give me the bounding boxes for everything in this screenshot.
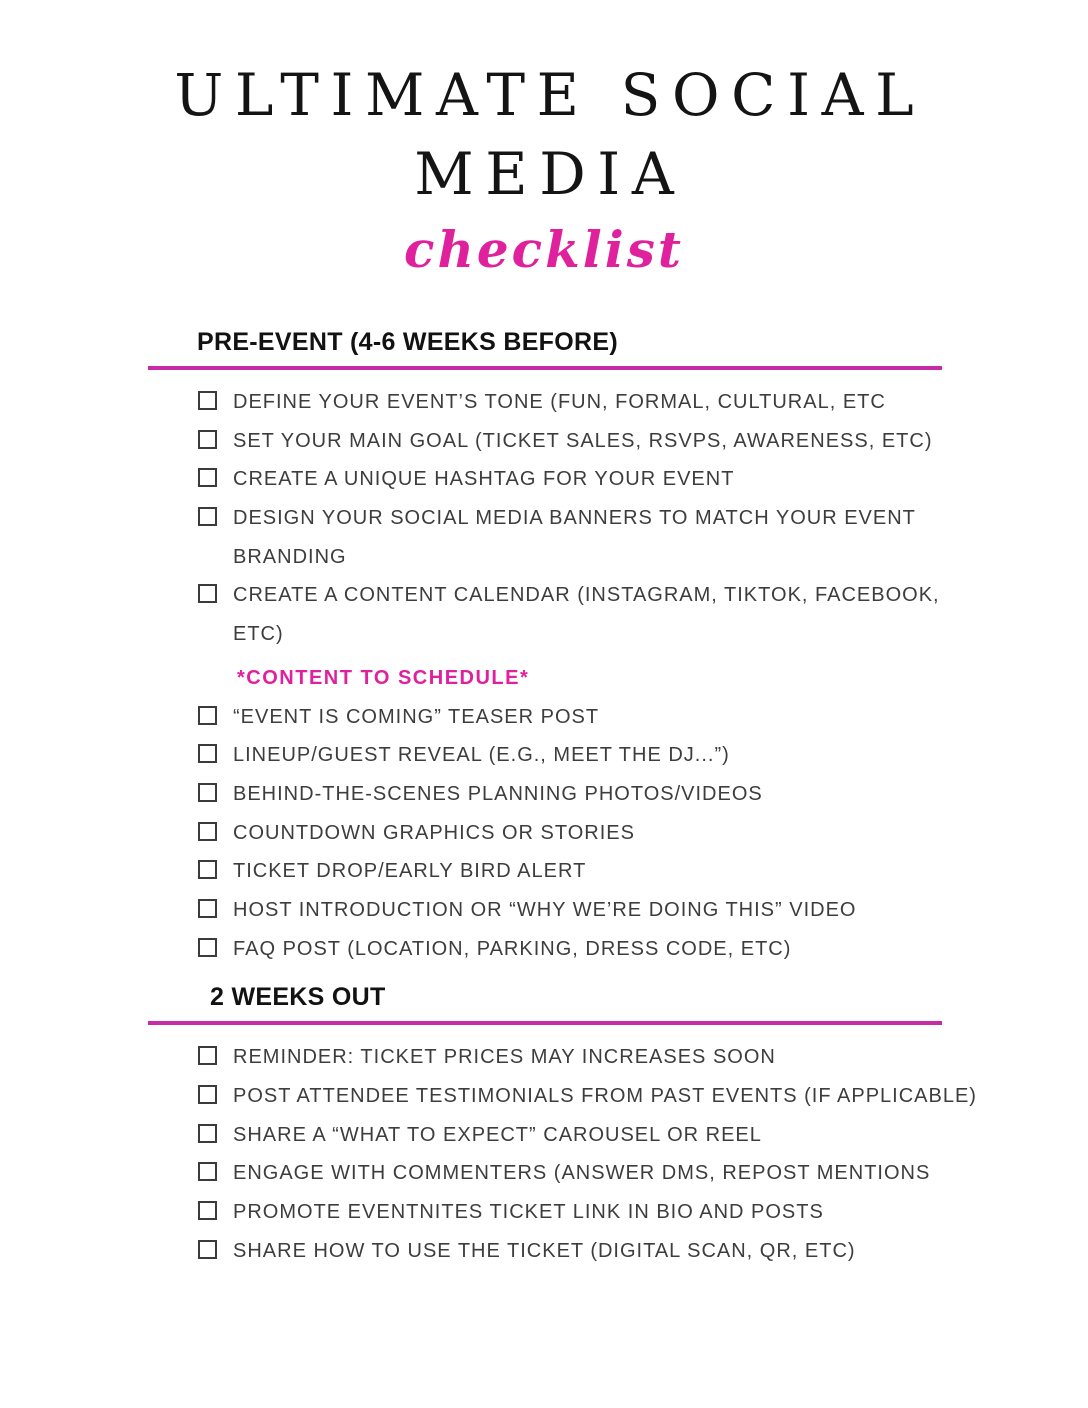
item-text-line: ETC) [233, 623, 284, 646]
page-title [0, 56, 1088, 214]
checklist-item [198, 576, 1088, 653]
checklist-item [198, 1193, 1088, 1232]
item-text-line: SHARE HOW TO USE THE TICKET (DIGITAL SCAN, QR, ETC) [233, 1239, 856, 1262]
checklist-item [198, 422, 1088, 461]
item-text-line: TICKET DROP/EARLY BIRD ALERT [233, 860, 587, 883]
item-text [233, 698, 1088, 737]
item-text [233, 460, 1088, 499]
item-text-line: SHARE A “WHAT TO EXPECT” CAROUSEL OR REEL [233, 1123, 762, 1146]
item-text-line: COUNTDOWN GRAPHICS OR STORIES [233, 821, 635, 844]
item-text [233, 499, 1088, 576]
item-text-line: HOST INTRODUCTION OR “WHY WE’RE DOING THIS” VIDEO [233, 898, 857, 921]
section-divider [148, 1021, 942, 1025]
item-text-line: CREATE A UNIQUE HASHTAG FOR YOUR EVENT [233, 468, 735, 491]
item-text [233, 1193, 1088, 1232]
item-text-line: FAQ POST (LOCATION, PARKING, DRESS CODE, ETC) [233, 937, 792, 960]
checkbox[interactable] [198, 1124, 217, 1143]
checkbox[interactable] [198, 938, 217, 957]
item-text-line: DEFINE YOUR EVENT’S TONE (FUN, FORMAL, CULTURAL, ETC [233, 391, 886, 413]
checklist-item [198, 1038, 1088, 1077]
checkbox[interactable] [198, 468, 217, 487]
checkbox[interactable] [198, 1240, 217, 1259]
page-subtitle: checklist [404, 220, 684, 279]
checkbox[interactable] [198, 1046, 217, 1065]
checklist-item [198, 499, 1088, 576]
checkbox[interactable] [198, 822, 217, 841]
checkbox[interactable] [198, 783, 217, 802]
sub-heading [198, 659, 1088, 698]
section-items [0, 1038, 1088, 1270]
item-text [233, 852, 1088, 891]
checkbox[interactable] [198, 1201, 217, 1220]
item-text [233, 1077, 1088, 1116]
item-text-line: BEHIND-THE-SCENES PLANNING PHOTOS/VIDEOS [233, 782, 763, 805]
item-text [233, 1038, 1088, 1077]
section-items [0, 383, 1088, 968]
item-text-line: LINEUP/GUEST REVEAL (E.G., MEET THE DJ...”) [233, 744, 730, 767]
checklist-item [198, 1077, 1088, 1116]
checkbox[interactable] [198, 1162, 217, 1181]
checklist-item [198, 1116, 1088, 1155]
title-line-2: MEDIA [414, 140, 686, 208]
section-heading: PRE-EVENT (4-6 WEEKS BEFORE) [197, 328, 618, 356]
item-text [233, 775, 1088, 814]
checkbox[interactable] [198, 899, 217, 918]
checklist-item [198, 930, 1088, 969]
item-text [233, 1232, 1088, 1271]
section-1 [0, 325, 1088, 968]
checklist-item [198, 891, 1088, 930]
section-2 [0, 980, 1088, 1270]
checklist-item [198, 383, 1088, 422]
checklist-item [198, 1154, 1088, 1193]
title-line-1: ULTIMATE SOCIAL [174, 61, 926, 129]
checklist-item [198, 852, 1088, 891]
item-text-line: POST ATTENDEE TESTIMONIALS FROM PAST EVENTS (IF APPLICABLE) [233, 1085, 977, 1107]
item-text [233, 814, 1088, 853]
item-text [233, 891, 1088, 930]
checklist-item [198, 698, 1088, 737]
checkbox[interactable] [198, 860, 217, 879]
item-text [233, 576, 1088, 653]
item-text [233, 736, 1088, 775]
item-text [233, 1154, 1088, 1193]
checkbox[interactable] [198, 430, 217, 449]
item-text-line: PROMOTE EVENTNITES TICKET LINK IN BIO AND POSTS [233, 1201, 824, 1224]
section-heading: 2 WEEKS OUT [210, 983, 386, 1012]
checklist-content [0, 325, 1088, 1270]
checkbox[interactable] [198, 584, 217, 603]
checkbox[interactable] [198, 706, 217, 725]
checkbox[interactable] [198, 391, 217, 410]
header [0, 0, 1088, 281]
item-text [233, 1116, 1088, 1155]
item-text-line: CREATE A CONTENT CALENDAR (INSTAGRAM, TIKTOK, FACEBOOK, [233, 584, 940, 607]
item-text-line: SET YOUR MAIN GOAL (TICKET SALES, RSVPS, AWARENESS, ETC) [233, 429, 933, 452]
checklist-item [198, 1232, 1088, 1271]
checkbox[interactable] [198, 1085, 217, 1104]
item-text-line: BRANDING [233, 545, 347, 568]
item-text [233, 383, 1088, 422]
item-text-line: ENGAGE WITH COMMENTERS (ANSWER DMS, REPOST MENTIONS [233, 1162, 931, 1185]
checklist-item [198, 814, 1088, 853]
item-text-line: “EVENT IS COMING” TEASER POST [233, 705, 600, 728]
item-text [233, 422, 1088, 461]
section-divider [148, 366, 942, 370]
item-text-line: REMINDER: TICKET PRICES MAY INCREASES SOON [233, 1046, 776, 1069]
checklist-item [198, 460, 1088, 499]
item-text-line: DESIGN YOUR SOCIAL MEDIA BANNERS TO MATCH YOUR EVENT [233, 507, 916, 530]
checkbox[interactable] [198, 507, 217, 526]
item-text [233, 930, 1088, 969]
checklist-item [198, 775, 1088, 814]
sub-heading-text: *CONTENT TO SCHEDULE* [237, 666, 530, 689]
checkbox[interactable] [198, 744, 217, 763]
checklist-item [198, 736, 1088, 775]
